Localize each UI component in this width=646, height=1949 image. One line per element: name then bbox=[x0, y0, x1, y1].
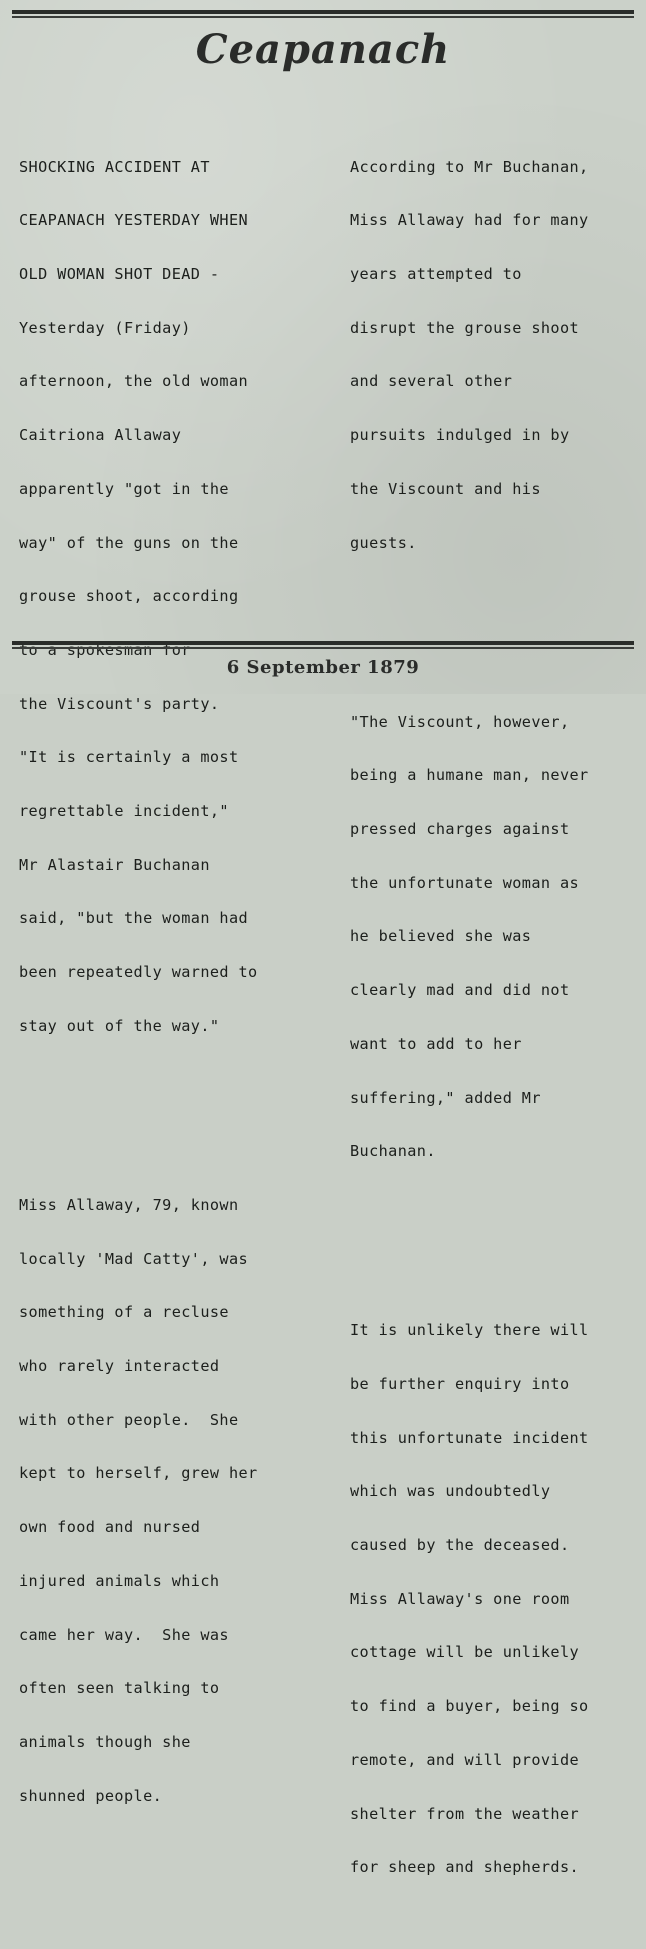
masthead-title: Ceapanach bbox=[195, 26, 451, 73]
text-line: and several other bbox=[350, 372, 513, 391]
text-line: guests. bbox=[350, 533, 417, 552]
top-rule-thick bbox=[12, 10, 634, 14]
text-line: said, "but the woman had bbox=[19, 909, 249, 928]
paragraph-4 bbox=[350, 678, 589, 1197]
text-line: OLD WOMAN SHOT DEAD - bbox=[19, 265, 220, 284]
text-line: Mr Alastair Buchanan bbox=[19, 855, 210, 874]
text-line: caused by the deceased. bbox=[350, 1536, 570, 1555]
paragraph-5 bbox=[350, 1286, 589, 1913]
text-line: suffering," added Mr bbox=[350, 1088, 541, 1107]
text-line: often seen talking to bbox=[19, 1679, 220, 1698]
text-line: to find a buyer, being so bbox=[350, 1697, 589, 1716]
text-line: been repeatedly warned to bbox=[19, 963, 258, 982]
text-line: which was undoubtedly bbox=[350, 1482, 551, 1501]
bottom-rule-thin bbox=[12, 647, 634, 649]
text-line: remote, and will provide bbox=[350, 1750, 580, 1769]
text-line: "The Viscount, however, bbox=[350, 712, 570, 731]
text-line: stay out of the way." bbox=[19, 1016, 220, 1035]
text-line: animals though she bbox=[19, 1732, 191, 1751]
text-line: the Viscount and his bbox=[350, 479, 541, 498]
text-line: the unfortunate woman as bbox=[350, 873, 580, 892]
text-line: "It is certainly a most bbox=[19, 748, 239, 767]
text-line: Miss Allaway, 79, known bbox=[19, 1195, 239, 1214]
text-line: clearly mad and did not bbox=[350, 981, 570, 1000]
text-line: for sheep and shepherds. bbox=[350, 1858, 580, 1877]
text-line: years attempted to bbox=[350, 265, 522, 284]
paragraph-gap bbox=[19, 1107, 258, 1125]
text-line: SHOCKING ACCIDENT AT bbox=[19, 157, 210, 176]
text-line: afternoon, the old woman bbox=[19, 372, 249, 391]
text-line: regrettable incident," bbox=[19, 802, 229, 821]
text-line: Buchanan. bbox=[350, 1142, 436, 1161]
text-line: being a humane man, never bbox=[350, 766, 589, 785]
text-line: the Viscount's party. bbox=[19, 694, 220, 713]
text-line: be further enquiry into bbox=[350, 1374, 570, 1393]
text-line: Caitriona Allaway bbox=[19, 426, 182, 445]
text-line: shelter from the weather bbox=[350, 1804, 580, 1823]
text-line: Miss Allaway's one room bbox=[350, 1589, 570, 1608]
text-line: way" of the guns on the bbox=[19, 533, 239, 552]
paragraph-3 bbox=[350, 123, 589, 588]
text-line: want to add to her bbox=[350, 1034, 522, 1053]
paragraph-gap bbox=[350, 1233, 589, 1251]
article-column-right bbox=[350, 87, 589, 1949]
top-rule-thin bbox=[12, 16, 634, 18]
text-line: own food and nursed bbox=[19, 1518, 201, 1537]
text-line: locally 'Mad Catty', was bbox=[19, 1249, 249, 1268]
text-line: CEAPANACH YESTERDAY WHEN bbox=[19, 211, 249, 230]
text-line: he believed she was bbox=[350, 927, 532, 946]
text-line: this unfortunate incident bbox=[350, 1428, 589, 1447]
text-line: shunned people. bbox=[19, 1786, 163, 1805]
article-column-left bbox=[19, 87, 258, 1877]
text-line: with other people. She bbox=[19, 1410, 239, 1429]
text-line: It is unlikely there will bbox=[350, 1321, 589, 1340]
text-line: Yesterday (Friday) bbox=[19, 318, 191, 337]
text-line: pressed charges against bbox=[350, 819, 570, 838]
paragraph-2 bbox=[19, 1161, 258, 1841]
text-line: pursuits indulged in by bbox=[350, 426, 570, 445]
text-line: to a spokesman for bbox=[19, 640, 191, 659]
text-line: cottage will be unlikely bbox=[350, 1643, 580, 1662]
text-line: kept to herself, grew her bbox=[19, 1464, 258, 1483]
text-line: Miss Allaway had for many bbox=[350, 211, 589, 230]
text-line: injured animals which bbox=[19, 1571, 220, 1590]
text-line: something of a recluse bbox=[19, 1303, 229, 1322]
paragraph-1 bbox=[19, 123, 258, 1072]
text-line: grouse shoot, according bbox=[19, 587, 239, 606]
text-line: disrupt the grouse shoot bbox=[350, 318, 580, 337]
bottom-rule-thick bbox=[12, 641, 634, 645]
paragraph-gap bbox=[350, 624, 589, 642]
text-line: came her way. She was bbox=[19, 1625, 229, 1644]
text-line: who rarely interacted bbox=[19, 1357, 220, 1376]
issue-date: 6 September 1879 bbox=[226, 657, 420, 678]
text-line: apparently "got in the bbox=[19, 479, 229, 498]
text-line: According to Mr Buchanan, bbox=[350, 157, 589, 176]
